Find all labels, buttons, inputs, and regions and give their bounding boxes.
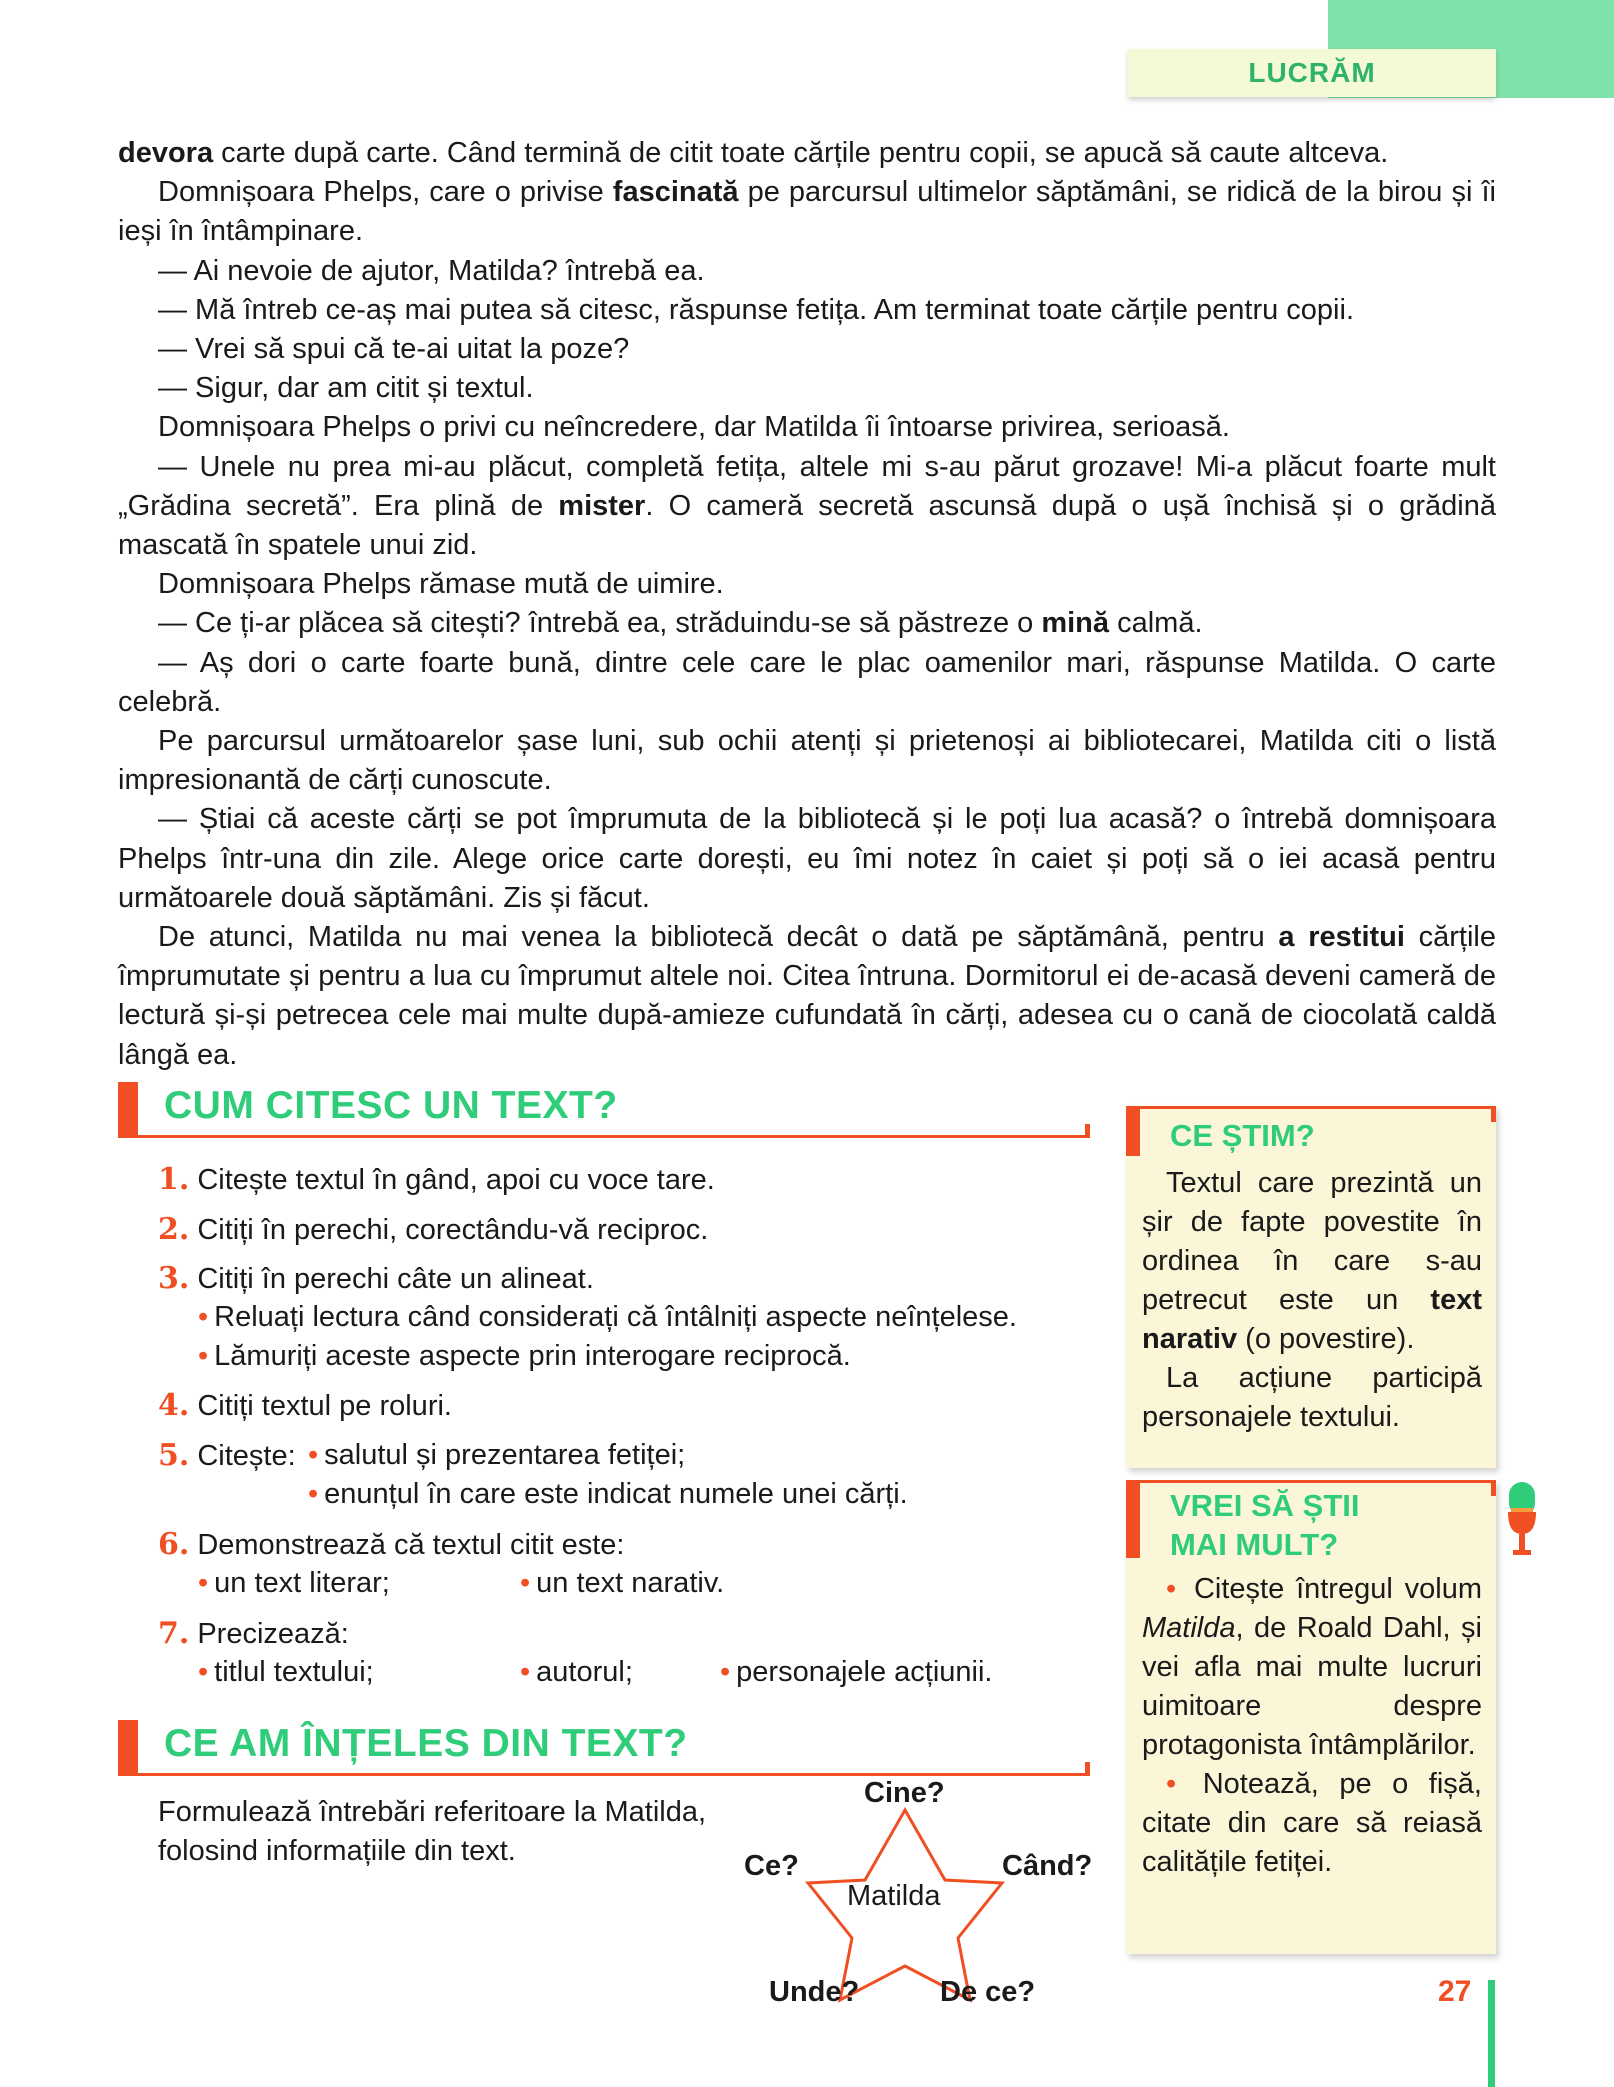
bullet-icon: • [720,1656,731,1688]
page-edge-bar [1488,1980,1495,2087]
question-number: 7. [158,1616,190,1651]
bullet-text: autorul; [536,1656,633,1688]
question [158,1386,452,1426]
story-paragraph: — Mă întreb ce-aș mai putea să citesc, răspunse fetița. Am terminat toate cărțile pentru copii. [158,293,1354,326]
bullet-icon: • [198,1567,209,1599]
bullet-text: personajele acțiunii. [736,1656,993,1688]
microphone-icon [1505,1482,1539,1567]
question-text: Citiți textul pe roluri. [197,1390,452,1422]
question-text: Citiți în perechi câte un alineat. [197,1263,594,1295]
heading-bar [118,1082,138,1138]
star-label-top: Cine? [864,1777,945,1809]
star-label-bottom-left: Unde? [769,1976,860,2008]
bullet-item [520,1653,633,1692]
story-paragraph [118,448,1496,566]
keyword: mister [558,489,646,522]
heading-tick [1085,1762,1090,1776]
section-title: CE AM ÎNȚELES DIN TEXT? [164,1722,688,1765]
sidebar-title-line: MAI MULT? [1170,1527,1339,1562]
question-star [740,1777,1100,2010]
task-text [158,1793,718,1871]
story-paragraph: Domnișoara Phelps o privi cu neîncredere, dar Matilda îi întoarse privirea, serioasă. [158,411,1230,444]
bullet-icon: • [1166,1573,1177,1605]
story-text-span: cărțile împrumutate și pentru a lua cu împrumut altele noi. Citea întruna. Dormitorul ei de-acasă deveni cameră de lectură și-și petrecea cele mai multe după-amieze cufundată în cărți, adesea cu o cană de ciocolată caldă lângă ea. [118,921,1496,1071]
story-text-span: De atunci, Matilda nu mai venea la bibliotecă decât o dată pe săptămână, pentru [158,921,1279,954]
question-number: 6. [158,1527,190,1562]
bullet-icon: • [520,1567,531,1599]
sidebar-title: CE ȘTIM? [1170,1118,1315,1153]
story-paragraph [118,173,1496,251]
sidebar-paragraph [1142,1570,1482,1765]
bullet-text: Reluați lectura când considerați că întâlniți aspecte neînțelese. [214,1301,1017,1333]
sidebar-body [1142,1570,1482,1882]
section-tab [1128,49,1496,97]
bullet-icon: • [520,1656,531,1688]
bullet-item [520,1564,724,1603]
story-paragraph: — Sigur, dar am citit și textul. [158,372,534,405]
bullet-text: Lămuriți aceste aspecte prin interogare reciprocă. [214,1340,851,1372]
task-line: Formulează întrebări referitoare la Matilda, folosind informațiile din text. [158,1796,707,1867]
sidebar-paragraph [1142,1765,1482,1882]
page-number: 27 [1438,1975,1472,2008]
story-paragraph [118,134,1496,173]
sidebar-text: Textul care prezintă un șir de fapte povestite în ordinea în care s-au petrecut este un [1142,1167,1482,1316]
keyword: devora [118,137,214,169]
sidebar-text: Citește întregul volum [1193,1573,1482,1605]
sidebar-body [1142,1164,1482,1437]
sidebar-title [1170,1486,1359,1564]
sidebar-text: (o povestire). [1237,1323,1415,1355]
question-text: Citește: [197,1440,296,1472]
question [158,1614,349,1654]
sidebar-box-vrei-sa-stii [1126,1480,1496,1954]
bullet-item [308,1436,685,1475]
bullet-icon: • [308,1439,319,1471]
story-paragraph: — Ai nevoie de ajutor, Matilda? întrebă ea. [158,254,705,287]
sidebar-top-line [1126,1106,1496,1109]
star-label-left: Ce? [744,1850,799,1882]
story-text-span: . O cameră secretă ascunsă după o ușă închisă și o grădină mascată în spatele unui zid. [118,489,1496,562]
section-heading [118,1082,1090,1138]
question-text: Citește textul în gând, apoi cu voce tare. [197,1164,715,1196]
bullet-text: enunțul în care este indicat numele unei cărți. [324,1478,908,1510]
story-paragraph [118,604,1496,643]
bullet-icon: • [198,1301,209,1333]
story-text [118,134,1496,1075]
bullet-icon: • [198,1656,209,1688]
sidebar-paragraph [1142,1164,1482,1359]
question-text: Precizează: [197,1618,349,1650]
heading-underline [118,1135,1090,1138]
section-title: CUM CITESC UN TEXT? [164,1084,618,1127]
question-number: 2. [158,1212,190,1247]
star-label-right: Când? [1002,1850,1093,1882]
story-text-span: pe parcursul ultimelor săptămâni, se ridică de la birou și îi ieși în întâmpinare. [118,176,1496,248]
bullet-icon: • [308,1478,319,1510]
star-center-label: Matilda [847,1880,941,1912]
story-text-span: carte după carte. Când termină de citit toate cărțile pentru copii, se apucă să caute altceva. [213,137,1389,169]
book-title: Matilda [1142,1612,1236,1644]
sidebar-text: , de Roald Dahl, și vei afla mai multe lucruri uimitoare despre protagonista întâmplărilor. [1142,1612,1482,1761]
keyword: fascinată [612,176,739,209]
bullet-text: un text narativ. [536,1567,725,1599]
question-text: Demonstrează că textul citit este: [197,1529,625,1561]
bullet-item [720,1653,992,1692]
story-paragraph: Pe parcursul următoarelor șase luni, sub ochii atenți și prietenoși ai bibliotecarei, Matilda citi o listă impresionantă de cărți cunoscute. [118,725,1496,797]
story-text-span: calmă. [1109,607,1203,640]
story-paragraph: — Vrei să spui că te-ai uitat la poze? [158,333,630,366]
bullet-icon: • [1166,1768,1177,1800]
sidebar-text: Notează, pe o fișă, citate din care să reiasă calitățile fetiței. [1142,1768,1482,1878]
question [158,1259,594,1299]
bullet-item [308,1475,908,1514]
question-number: 5. [158,1438,190,1473]
bullet-item [198,1337,851,1376]
sidebar-top-line [1126,1480,1496,1483]
heading-underline [118,1773,1090,1776]
keyword: a restitui [1278,921,1405,954]
question [158,1525,624,1565]
question-number: 4. [158,1388,190,1423]
question-number: 1. [158,1162,190,1197]
bullet-item [198,1564,390,1603]
story-text-span: — Unele nu prea mi-au plăcut, completă fetița, altele mi s-au părut grozave! Mi-a plăcut foarte mult „Grădina secretă”. Era plină de [118,450,1496,522]
question-number: 3. [158,1261,190,1296]
section-tab-label: LUCRĂM [1248,57,1376,88]
sidebar-title-bar [1126,1106,1140,1156]
sidebar-title-line: VREI SĂ ȘTII [1170,1488,1360,1523]
sidebar-paragraph: La acțiune participă personajele textului. [1142,1362,1482,1433]
bullet-text: un text literar; [214,1567,390,1599]
sidebar-box-ce-stim [1126,1106,1496,1468]
story-text-span: — Ce ți-ar plăcea să citești? întrebă ea, străduindu-se să păstreze o [158,607,1042,640]
story-paragraph [118,918,1496,1075]
story-text-span: Domnișoara Phelps, care o privise [158,176,613,209]
story-paragraph: — Aș dori o carte foarte bună, dintre cele care le plac oamenilor mari, răspunse Matilda. O carte celebră. [118,646,1496,718]
story-paragraph: Domnișoara Phelps rămase mută de uimire. [158,568,724,601]
keyword: text narativ [1142,1284,1482,1355]
section-heading [118,1720,1090,1776]
sidebar-title-bar [1126,1480,1140,1558]
question [158,1210,708,1250]
bullet-icon: • [198,1340,209,1372]
heading-bar [118,1720,138,1776]
bullet-text: titlul textului; [214,1656,374,1688]
question [158,1160,715,1200]
bullet-text: salutul și prezentarea fetiței; [324,1439,686,1471]
sidebar-top-tick [1491,1480,1496,1496]
heading-tick [1085,1124,1090,1138]
bullet-item [198,1653,374,1692]
star-label-bottom-right: De ce? [940,1976,1036,2008]
question [158,1436,296,1476]
bullet-item [198,1298,1017,1337]
sidebar-top-tick [1491,1106,1496,1122]
story-paragraph: — Știai că aceste cărți se pot împrumuta de la bibliotecă și le poți lua acasă? o întrebă domnișoara Phelps într-una din zile. Alege orice carte dorești, eu îmi notez în caiet și poți să o iei acasă pentru următoarele două săptămâni. Zis și făcut. [118,803,1496,914]
question-text: Citiți în perechi, corectându-vă reciproc. [197,1214,709,1246]
keyword: mină [1041,607,1110,640]
